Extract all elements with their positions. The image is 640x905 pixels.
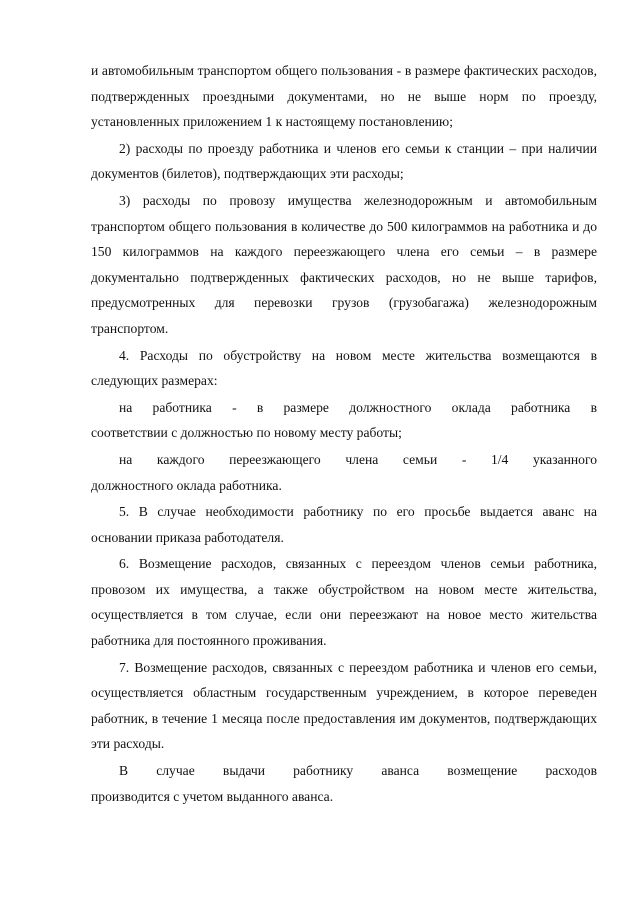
paragraph-reimbursement-terms: 7. Возмещение расходов, связанных с переездом работника и членов его семьи, осуществляется областным государственным учреждением, в которое переведен работник, в течение 1 месяца после предоставления им документов, подтверждающих эти расходы. [91,659,597,752]
paragraph-transport-expenses: и автомобильным транспортом общего пользования - в размере фактических расходов, подтвержденных проездными документами, но не выше норм по проезду, установленных приложением 1 к настоящему постановлению; [91,63,597,130]
paragraph-property-transport: 3) расходы по провозу имущества железнодорожным и автомобильным транспортом общего пользования в количестве до 500 килограммов на работника и до 150 килограммов на каждого переезжающего члена его семьи – в размере документально подтвержденных фактических расходов, но не выше тарифов, предусмотренных для перевозки грузов (грузобагажа) железнодорожным транспортом. [91,192,597,336]
document-page [91,58,597,810]
paragraph-station-expenses: 2) расходы по проезду работника и членов его семьи к станции – при наличии документов (билетов), подтверждающих эти расходы; [91,140,597,182]
worker-allowance-line-1: на работника - в размере должностного оклада работника в [119,399,597,415]
advance-reimbursement-line-1: В случае выдачи работнику аванса возмещение расходов [119,763,597,779]
paragraph-family-reimbursement: 6. Возмещение расходов, связанных с переездом членов семьи работника, провозом их имущества, а также обустройством на новом месте жительства, осуществляется в том случае, если они переезжают на новое место жительства работника для постоянного проживания. [91,556,597,649]
paragraph-settlement-expenses: 4. Расходы по обустройству на новом месте жительства возмещаются в следующих размерах: [91,347,597,389]
family-member-allowance-line-1: на каждого переезжающего члена семьи - 1/4 указанного [119,451,597,467]
family-member-allowance-line-2: должностного оклада работника. [91,477,282,493]
paragraph-advance: 5. В случае необходимости работнику по его просьбе выдается аванс на основании приказа работодателя. [91,504,597,545]
worker-allowance-line-2: соответствии с должностью по новому месту работы; [91,425,402,441]
advance-reimbursement-line-2: производится с учетом выданного аванса. [91,788,334,804]
